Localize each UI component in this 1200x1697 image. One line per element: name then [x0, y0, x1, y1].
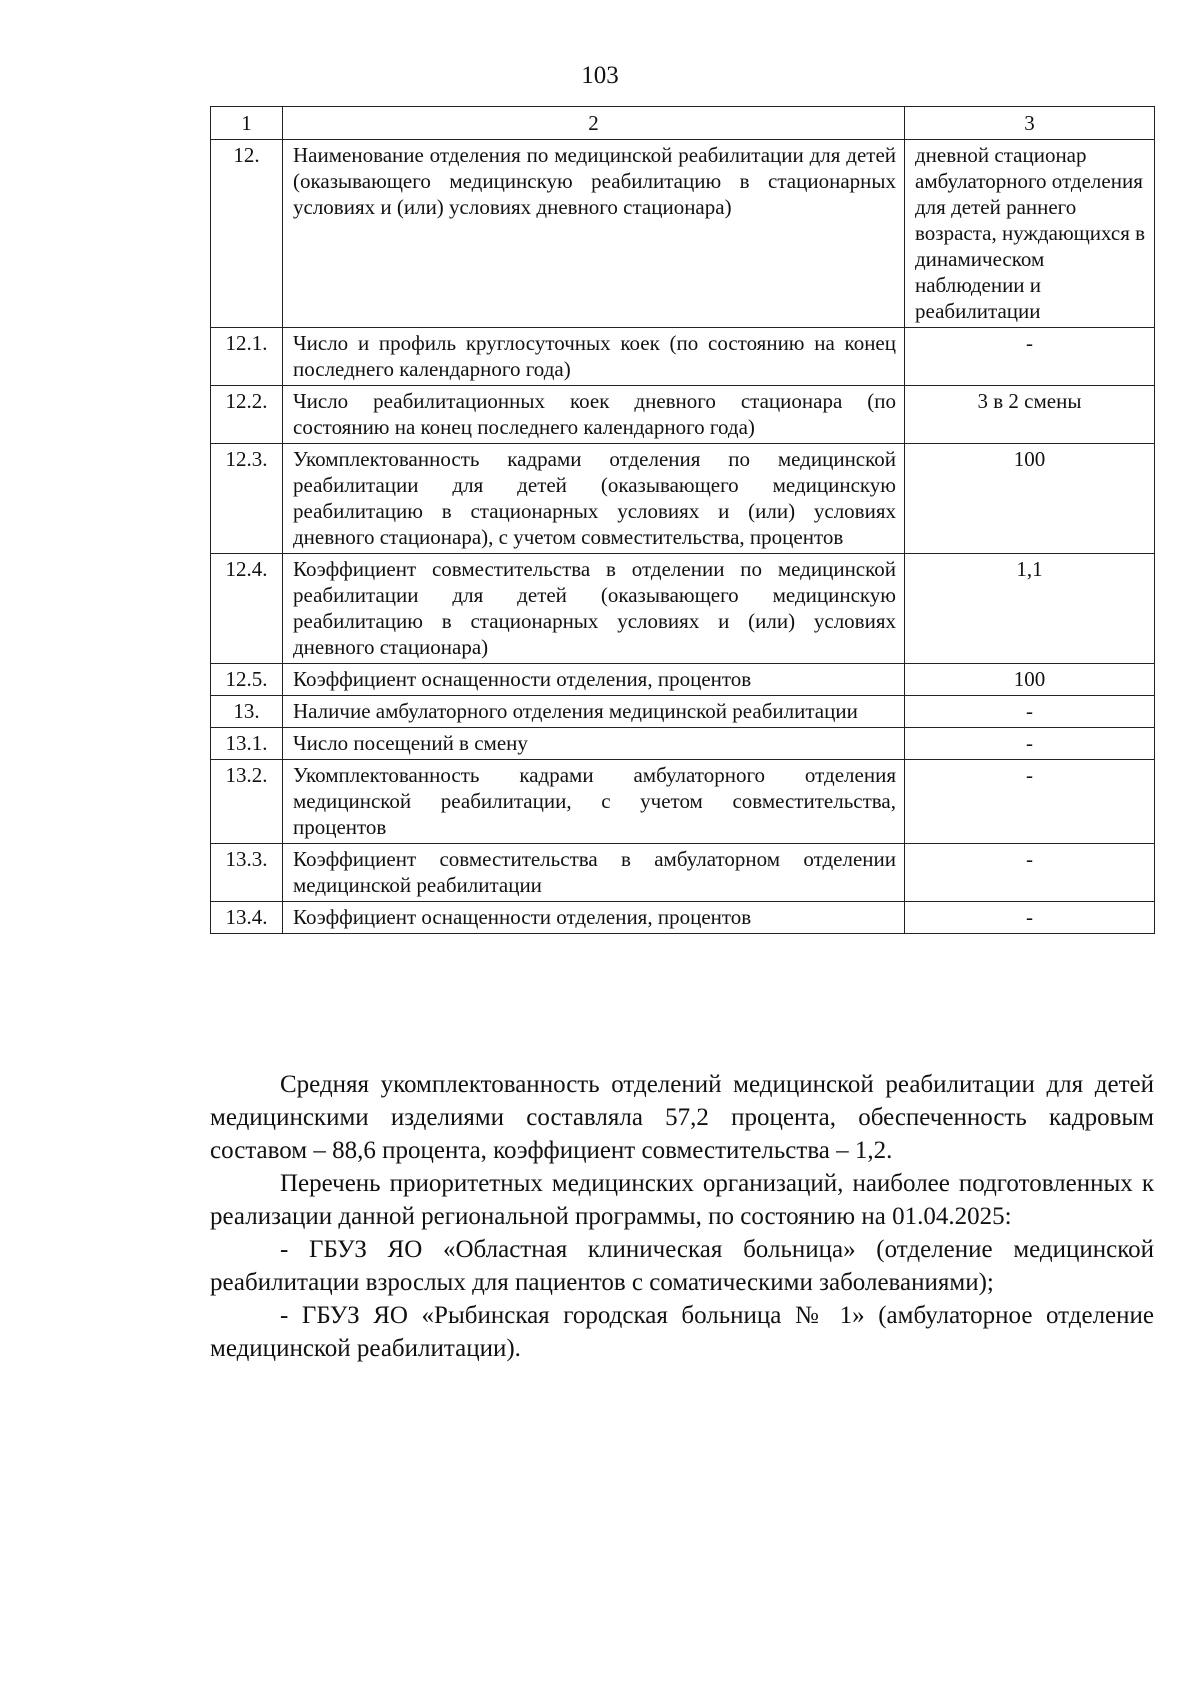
row-description: Коэффициент оснащенности отделения, процентов — [283, 902, 905, 934]
row-value: 1,1 — [905, 554, 1155, 664]
table-row — [211, 140, 1155, 328]
row-value: 100 — [905, 664, 1155, 696]
row-description: Наличие амбулаторного отделения медицинской реабилитации — [283, 696, 905, 728]
row-number: 13. — [211, 696, 283, 728]
row-value: - — [905, 728, 1155, 760]
table-row — [211, 902, 1155, 934]
row-value: - — [905, 696, 1155, 728]
row-number: 12. — [211, 140, 283, 328]
body-text — [210, 1068, 1154, 1365]
row-description: Коэффициент совместительства в амбулаторном отделении медицинской реабилитации — [283, 844, 905, 902]
row-number: 13.3. — [211, 844, 283, 902]
table-row — [211, 760, 1155, 844]
row-value: дневной стационар амбулаторного отделения для детей раннего возраста, нуждающихся в динамическом наблюдении и реабилитации — [905, 140, 1155, 328]
paragraph-list-item: - ГБУЗ ЯО «Рыбинская городская больница № 1» (амбулаторное отделение медицинской реабилитации). — [210, 1302, 1154, 1362]
row-description: Укомплектованность кадрами амбулаторного отделения медицинской реабилитации, с учетом совместительства, процентов — [283, 760, 905, 844]
page-number: 103 — [581, 62, 619, 89]
row-description: Укомплектованность кадрами отделения по медицинской реабилитации для детей (оказывающего медицинскую реабилитацию в стационарных условиях и (или) условиях дневного стационара), с учетом совместительства, процентов — [283, 444, 905, 554]
table-row — [211, 728, 1155, 760]
row-description: Число реабилитационных коек дневного стационара (по состоянию на конец последнего календарного года) — [283, 386, 905, 444]
row-description: Коэффициент оснащенности отделения, процентов — [283, 664, 905, 696]
header-cell-2: 2 — [283, 107, 905, 140]
row-value: - — [905, 844, 1155, 902]
table-row — [211, 554, 1155, 664]
table-header-row — [211, 107, 1155, 140]
paragraph-priority-list-intro: Перечень приоритетных медицинских организаций, наиболее подготовленных к реализации данной региональной программы, по состоянию на 01.04.2025: — [210, 1170, 1154, 1230]
paragraph-staffing-summary: Средняя укомплектованность отделений медицинской реабилитации для детей медицинскими изделиями составляла 57,2 процента, обеспеченность кадровым составом – 88,6 процента, коэффициент совместительства – 1,2. — [210, 1071, 1154, 1164]
row-value: 3 в 2 смены — [905, 386, 1155, 444]
row-number: 12.3. — [211, 444, 283, 554]
row-number: 12.2. — [211, 386, 283, 444]
table-row — [211, 444, 1155, 554]
row-description: Число и профиль круглосуточных коек (по состоянию на конец последнего календарного года) — [283, 328, 905, 386]
header-cell-1: 1 — [211, 107, 283, 140]
table-row — [211, 844, 1155, 902]
data-table — [210, 106, 1155, 934]
row-number: 12.1. — [211, 328, 283, 386]
row-value: - — [905, 760, 1155, 844]
row-number: 13.4. — [211, 902, 283, 934]
row-number: 13.1. — [211, 728, 283, 760]
header-cell-3: 3 — [905, 107, 1155, 140]
table-row — [211, 664, 1155, 696]
row-number: 12.4. — [211, 554, 283, 664]
table-row — [211, 696, 1155, 728]
table-row — [211, 386, 1155, 444]
row-description: Число посещений в смену — [283, 728, 905, 760]
row-number: 12.5. — [211, 664, 283, 696]
row-description: Наименование отделения по медицинской реабилитации для детей (оказывающего медицинскую реабилитацию в стационарных условиях и (или) условиях дневного стационара) — [283, 140, 905, 328]
row-number: 13.2. — [211, 760, 283, 844]
table-row — [211, 328, 1155, 386]
row-value: 100 — [905, 444, 1155, 554]
row-value: - — [905, 328, 1155, 386]
row-value: - — [905, 902, 1155, 934]
paragraph-list-item: - ГБУЗ ЯО «Областная клиническая больница» (отделение медицинской реабилитации взрослых для пациентов с соматическими заболеваниями); — [210, 1236, 1154, 1296]
row-description: Коэффициент совместительства в отделении по медицинской реабилитации для детей (оказывающего медицинскую реабилитацию в стационарных условиях и (или) условиях дневного стационара) — [283, 554, 905, 664]
